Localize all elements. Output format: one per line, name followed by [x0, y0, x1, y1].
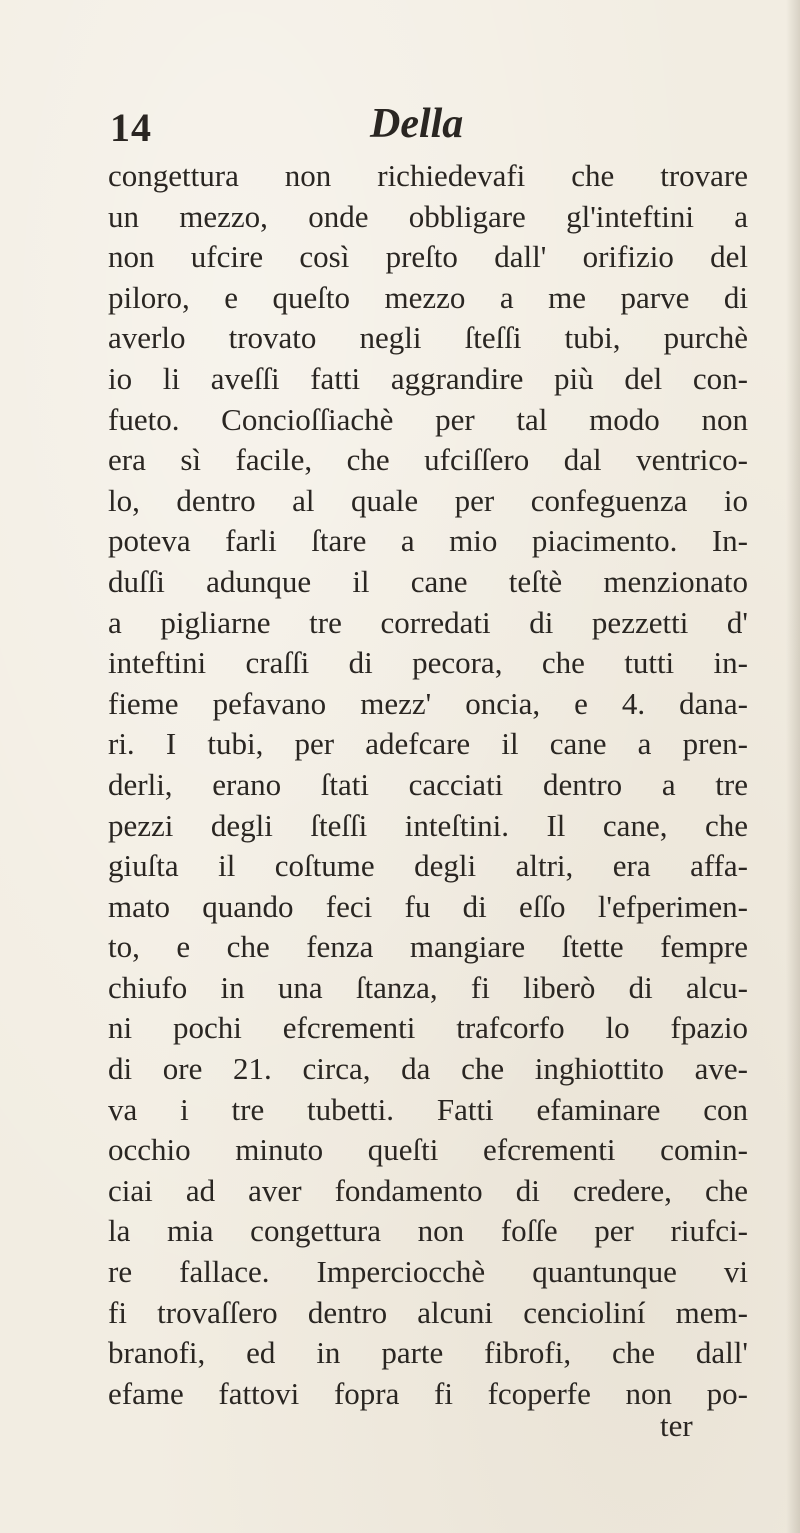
text-line: pezzi degli ſteſſi inteſtini. Il cane, che: [108, 807, 748, 843]
text-line: inteftini craſſi di pecora, che tutti in-: [108, 645, 748, 681]
text-line: a pigliarne tre corredati di pezzetti d': [108, 604, 748, 640]
text-line: un mezzo, onde obbligare gl'inteftini a: [108, 198, 748, 234]
text-line: branofi, ed in parte fibrofi, che dall': [108, 1335, 748, 1371]
text-line: lo, dentro al quale per confeguenza io: [108, 482, 748, 518]
body-text: [108, 156, 748, 1414]
text-line: derli, erano ſtati cacciati dentro a tre: [108, 766, 748, 802]
text-line: fueto. Concioſſiachè per tal modo non: [108, 401, 748, 437]
catchword: ter: [660, 1408, 693, 1443]
text-line: efame fattovi fopra fi fcoperfe non po-: [108, 1375, 748, 1411]
text-line: poteva farli ſtare a mio piacimento. In-: [108, 523, 748, 559]
text-line: congettura non richiedevafi che trovare: [108, 158, 748, 193]
text-line: piloro, e queſto mezzo a me parve di: [108, 279, 748, 315]
text-line: duſſi adunque il cane teſtè menzionato: [108, 563, 748, 599]
page-number: 14: [110, 105, 152, 150]
page-header: [110, 100, 730, 156]
text-line: averlo trovato negli ſteſſi tubi, purchè: [108, 320, 748, 356]
text-line: la mia congettura non foſſe per riufci-: [108, 1213, 748, 1249]
text-line: era sì facile, che ufciſſero dal ventrico-: [108, 442, 748, 478]
running-title: Della: [370, 101, 464, 147]
text-line: occhio minuto queſti efcrementi comin-: [108, 1132, 748, 1168]
text-line: fieme pefavano mezz' oncia, e 4. dana-: [108, 685, 748, 721]
text-line: va i tre tubetti. Fatti efaminare con: [108, 1091, 748, 1127]
text-line: mato quando feci fu di eſſo l'efperimen-: [108, 888, 748, 924]
text-line: di ore 21. circa, da che inghiottito ave-: [108, 1051, 748, 1087]
text-line: non ufcire così preſto dall' orifizio del: [108, 239, 748, 275]
page-edge-shadow: [786, 0, 800, 1533]
text-line: giuſta il coſtume degli altri, era affa-: [108, 848, 748, 884]
text-line: to, e che fenza mangiare ſtette fempre: [108, 929, 748, 965]
text-line: ni pochi efcrementi trafcorfo lo fpazio: [108, 1010, 748, 1046]
text-line: re fallace. Imperciocchè quantunque vi: [108, 1254, 748, 1290]
text-line: fi trovaſſero dentro alcuni cencioliní mem-: [108, 1294, 748, 1330]
text-line: ri. I tubi, per adefcare il cane a pren-: [108, 726, 748, 762]
text-line: ciai ad aver fondamento di credere, che: [108, 1172, 748, 1208]
text-line: io li aveſſi fatti aggrandire più del con-: [108, 360, 748, 396]
text-line: chiufo in una ſtanza, fi liberò di alcu-: [108, 969, 748, 1005]
